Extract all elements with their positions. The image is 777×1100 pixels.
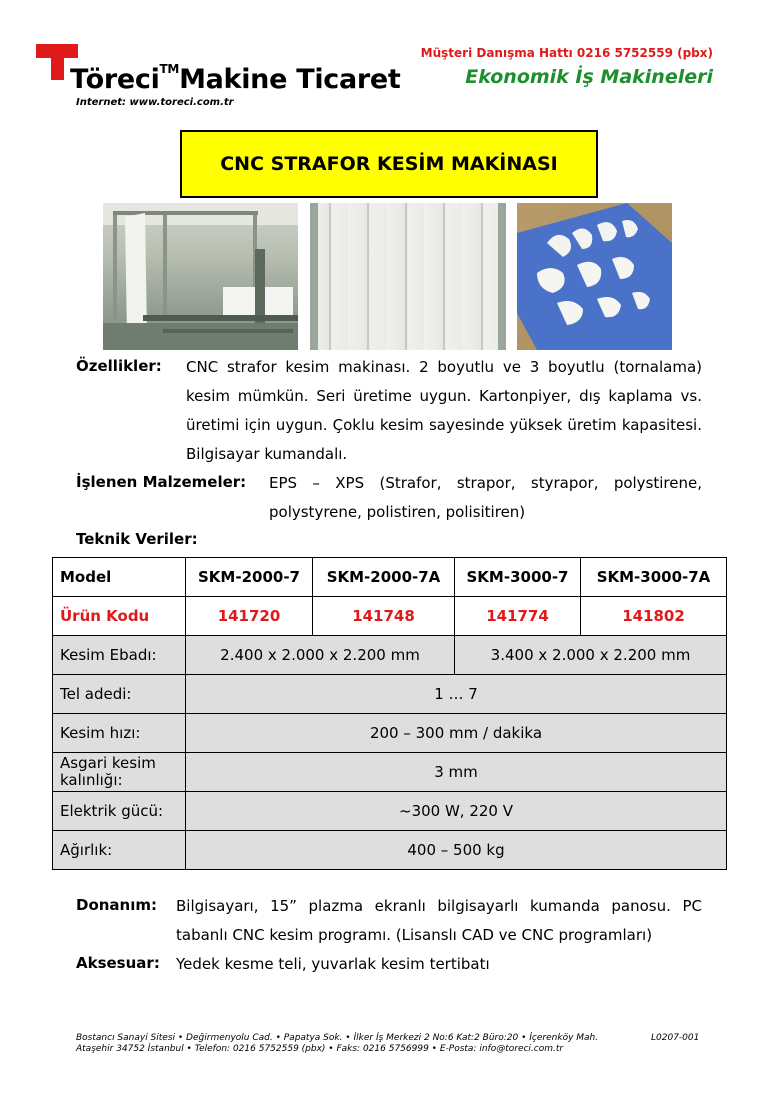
power-label: Elektrik gücü: — [53, 792, 186, 831]
code-cell: 141774 — [455, 597, 581, 636]
table-row-power — [53, 792, 727, 831]
machine-photo-3-art — [517, 203, 672, 350]
weight-value: 400 – 500 kg — [186, 831, 727, 870]
model-cell: SKM-2000-7A — [313, 558, 455, 597]
cut-size-2000: 2.400 x 2.000 x 2.200 mm — [186, 636, 455, 675]
equipment-label: Donanım: — [76, 896, 158, 914]
min-thickness-value: 3 mm — [186, 753, 727, 792]
brand-suffix: Makine Ticaret — [179, 64, 401, 95]
slogan: Ekonomik İş Makineleri — [465, 66, 713, 88]
table-row-weight — [53, 831, 727, 870]
trademark: TM — [159, 62, 180, 76]
table-row-cut-size — [53, 636, 727, 675]
wire-label: Tel adedi: — [53, 675, 186, 714]
model-cell: SKM-3000-7 — [455, 558, 581, 597]
code-cell: 141748 — [313, 597, 455, 636]
speed-value: 200 – 300 mm / dakika — [186, 714, 727, 753]
brand-name — [70, 64, 401, 95]
materials-text: EPS – XPS (Strafor, strapor, styrapor, polystirene, polystyrene, polistiren, polisitiren) — [269, 474, 702, 521]
machine-photo-2 — [310, 203, 506, 350]
model-cell: SKM-2000-7 — [186, 558, 313, 597]
code-cell: 141720 — [186, 597, 313, 636]
machine-photo-3 — [517, 203, 672, 350]
logo-t-stem — [51, 58, 64, 80]
accessory-text: Yedek kesme teli, yuvarlak kesim tertibatı — [176, 955, 490, 973]
table-row-speed — [53, 714, 727, 753]
table-row-model — [53, 558, 727, 597]
features-label: Özellikler: — [76, 357, 162, 375]
table-row-thickness — [53, 753, 727, 792]
code-label: Ürün Kodu — [53, 597, 186, 636]
model-label: Model — [53, 558, 186, 597]
brand-name-text: Töreci — [70, 64, 160, 95]
title-box — [180, 130, 598, 198]
website-link[interactable]: Internet: www.toreci.com.tr — [76, 97, 234, 108]
logo-t-bar — [36, 44, 78, 58]
machine-photo-2-art — [310, 203, 506, 350]
footer-address: Bostancı Sanayi Sitesi • Değirmenyolu Cad. • Papatya Sok. • İlker İş Merkezi 2 No:6 Kat:2 Büro:20 • İçerenköy Mah. — [76, 1033, 599, 1043]
cut-size-3000: 3.400 x 2.000 x 2.200 mm — [455, 636, 727, 675]
document-code: L0207-001 — [651, 1033, 700, 1043]
tech-data-label: Teknik Veriler: — [76, 530, 198, 548]
page-title: CNC STRAFOR KESİM MAKİNASI — [220, 153, 558, 175]
code-cell: 141802 — [581, 597, 727, 636]
wire-value: 1 … 7 — [186, 675, 727, 714]
features-text: CNC strafor kesim makinası. 2 boyutlu ve 3 boyutlu (tornalama) kesim mümkün. Seri üretime uygun. Kartonpiyer, dış kaplama vs. üretimi için uygun. Çoklu kesim sayesinde yüksek üretim kapasitesi. Bilgisayar kumandalı. — [186, 358, 702, 463]
weight-label: Ağırlık: — [53, 831, 186, 870]
cut-size-label: Kesim Ebadı: — [53, 636, 186, 675]
footer-contact: Ataşehir 34752 İstanbul • Telefon: 0216 5752559 (pbx) • Faks: 0216 5756999 • E-Posta: info@toreci.com.tr — [76, 1044, 564, 1054]
model-cell: SKM-3000-7A — [581, 558, 727, 597]
machine-photo-1 — [103, 203, 298, 350]
min-thickness-label: Asgari kesim kalınlığı: — [53, 753, 186, 792]
materials-label: İşlenen Malzemeler: — [76, 473, 247, 491]
table-row-code — [53, 597, 727, 636]
machine-photo-1-art — [103, 203, 298, 350]
equipment-text: Bilgisayarı, 15” plazma ekranlı bilgisayarlı kumanda panosu. PC tabanlı CNC kesim programı. (Lisanslı CAD ve CNC programları) — [176, 897, 702, 944]
table-row-wire — [53, 675, 727, 714]
speed-label: Kesim hızı: — [53, 714, 186, 753]
spec-table — [52, 557, 727, 870]
accessory-label: Aksesuar: — [76, 954, 160, 972]
power-value: ~300 W, 220 V — [186, 792, 727, 831]
hotline: Müşteri Danışma Hattı 0216 5752559 (pbx) — [420, 46, 713, 60]
